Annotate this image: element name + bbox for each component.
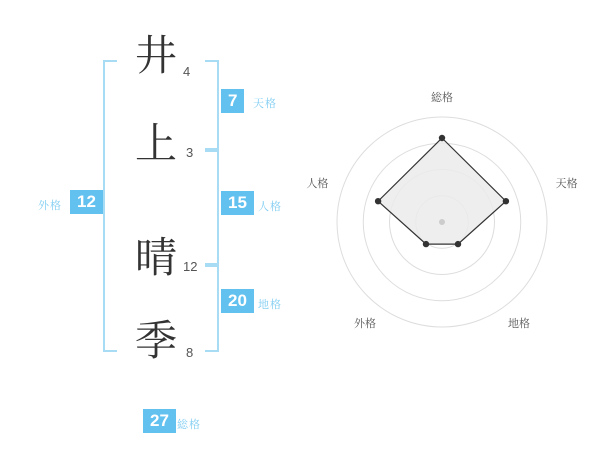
radar-data-point xyxy=(375,198,381,204)
radar-axis-label: 外格 xyxy=(354,317,376,331)
bracket-jinkaku xyxy=(205,148,219,267)
bracket-gaikaku xyxy=(103,60,117,352)
bracket-tenkaku xyxy=(205,60,219,152)
radar-center-dot xyxy=(439,219,445,225)
radar-axis-label: 人格 xyxy=(306,177,329,191)
kaku-label-gaikaku: 外格 xyxy=(38,199,62,212)
radar-data-point xyxy=(423,241,429,247)
kaku-label-soukaku: 総格 xyxy=(177,418,201,431)
name-kakusu-diagram xyxy=(0,0,300,470)
kaku-value-soukaku: 27 xyxy=(143,409,176,433)
kaku-value-gaikaku: 12 xyxy=(70,190,103,214)
radar-chart xyxy=(300,0,600,470)
radar-chart-svg xyxy=(300,0,600,470)
radar-data-point xyxy=(439,135,445,141)
name-character-4: 季 xyxy=(135,316,178,365)
stroke-count-4: 8 xyxy=(186,345,194,360)
stroke-count-2: 3 xyxy=(186,145,194,160)
radar-data-polygon xyxy=(378,138,506,244)
kaku-value-tenkaku: 7 xyxy=(221,89,244,113)
kaku-label-chikaku: 地格 xyxy=(258,298,282,311)
stroke-count-3: 12 xyxy=(183,259,198,274)
radar-axis-label: 総格 xyxy=(431,91,453,104)
bracket-chikaku xyxy=(205,263,219,352)
kaku-value-jinkaku: 15 xyxy=(221,191,254,215)
radar-axis-label: 地格 xyxy=(507,317,530,331)
radar-data-point xyxy=(455,241,461,247)
kaku-label-jinkaku: 人格 xyxy=(258,200,282,213)
name-character-1: 井 xyxy=(135,31,178,80)
name-character-2: 上 xyxy=(135,119,178,168)
radar-data-point xyxy=(503,198,509,204)
kaku-value-chikaku: 20 xyxy=(221,289,254,313)
name-character-3: 晴 xyxy=(135,233,178,282)
kaku-label-tenkaku: 天格 xyxy=(253,97,277,110)
radar-axis-label: 天格 xyxy=(555,177,578,191)
stroke-count-1: 4 xyxy=(183,64,191,79)
